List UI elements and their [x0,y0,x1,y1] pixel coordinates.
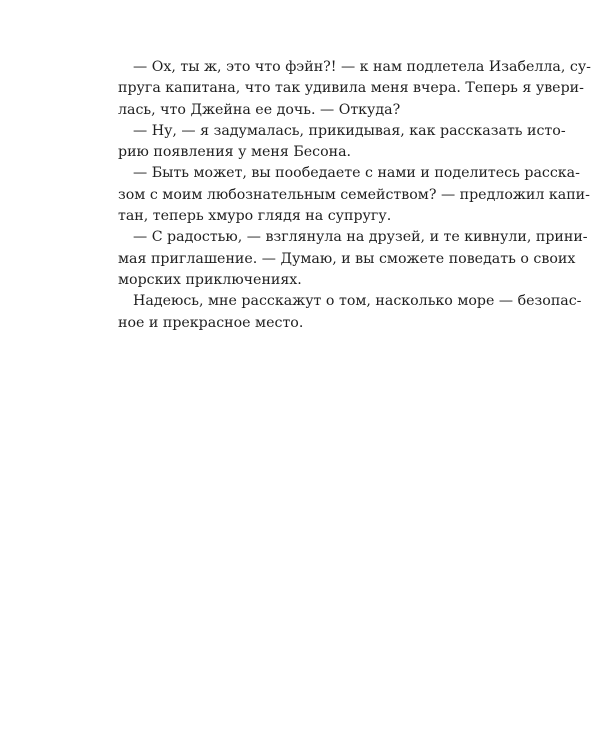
text-line: — С радостью, — взглянула на друзей, и те кивнули, прини- [133,229,588,246]
page-text [118,57,591,334]
text-line: лась, что Джейна ее дочь. — Откуда? [118,101,401,118]
text-line: тан, теперь хмуро глядя на супругу. [118,208,392,225]
text-line: пруга капитана, что так удивила меня вчера. Теперь я увери- [118,80,584,97]
text-line: — Быть может, вы пообедаете с нами и поделитесь расска- [133,165,580,182]
paragraph [118,57,591,121]
paragraph [118,121,566,164]
text-line: — Ох, ты ж, это что фэйн?! — к нам подлетела Изабелла, су- [133,59,591,75]
text-line: зом с моим любознательным семейством? — предложил капи- [118,186,590,203]
text-line: рию появления у меня Бесона. [118,144,352,161]
paragraph [118,163,590,227]
text-line: ное и прекрасное место. [118,314,304,331]
paragraph [118,227,588,291]
text-line: морских приключениях. [118,271,302,288]
text-line: — Ну, — я задумалась, прикидывая, как рассказать исто- [133,122,566,139]
paragraph [118,291,582,334]
text-line: мая приглашение. — Думаю, и вы сможете поведать о своих [118,250,576,267]
text-line: Надеюсь, мне расскажут о том, насколько море — безопас- [133,293,582,310]
